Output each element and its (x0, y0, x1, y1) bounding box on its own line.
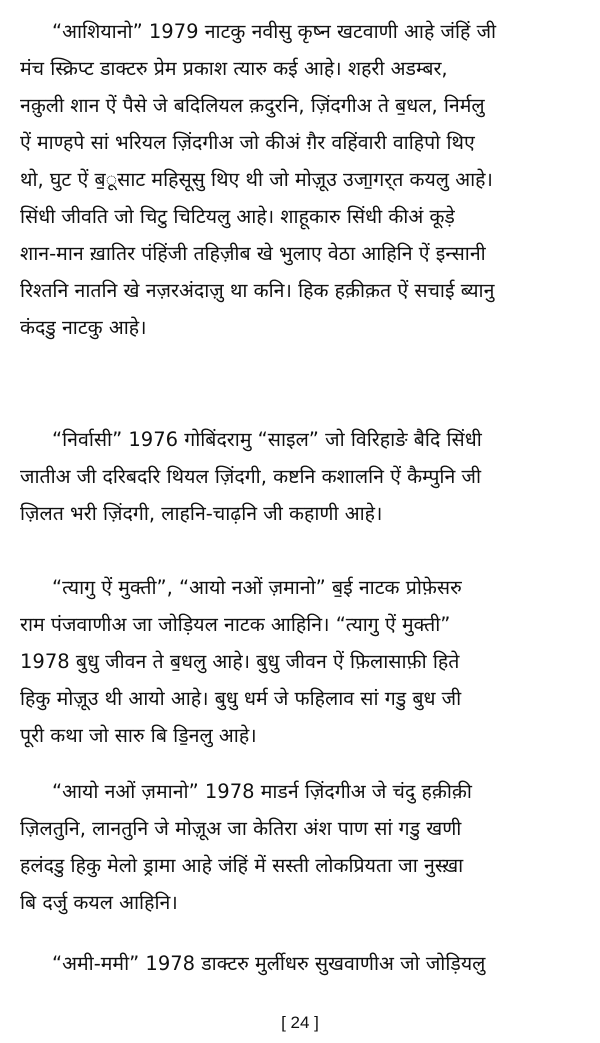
text-line: “अमी-ममी” 1978 डाक्टरु मुर्लीधरु सुखवाणीअ जो जोड़ियलु (52, 952, 486, 975)
text-line: “त्यागु ऐं मुक्ती”, “आयो नओं ज़मानो” ब॒ई नाटक प्रोफ़ेसरु (52, 576, 462, 599)
text-line: नक़ुली शान ऐं पैसे जे बदिलियल क़दुरनि, ज़िंदगीअ ते ब॒धल, निर्मलु (20, 94, 485, 117)
text-line: रिश्तनि नातनि खे नज़रअंदाज़ु था कनि। हिक हक़ीक़त ऐं सचाई ब्यानु (20, 279, 495, 302)
paragraph-ami-mami (20, 945, 590, 982)
text-line: ज़िलत भरी ज़िंदगी, लाहनि-चाढ़नि जी कहाणी आहे। (20, 502, 383, 525)
text-line: मंच स्क्रिप्ट डाक्टरु प्रेम प्रकाश त्यारु कई आहे। शहरी अडम्बर, (20, 57, 448, 80)
text-line: शान-मान ख़ातिर पंहिंजी तहिज़ीब खे भुलाए वेठा आहिनि ऐं इन्सानी (20, 242, 486, 265)
paragraph-nirvasi (20, 421, 590, 532)
text-line: ज़िलतुनि, लानतुनि जे मोज़ूअ जा केतिरा अंश पाण सां गडु खणी (20, 817, 462, 840)
paragraph-ashiyano (20, 13, 590, 346)
page-number: [ 24 ] (281, 1013, 319, 1032)
text-line: राम पंजवाणीअ जा जोड़ियल नाटक आहिनि। “त्यागु ऐं मुक्ती” (20, 613, 451, 636)
text-line: “आयो नओं ज़मानो” 1978 माडर्न ज़िंदगीअ जे चंदु हक़ीक़ी (52, 780, 472, 803)
text-line: ऐं माण्हपे सां भरियल ज़िंदगीअ जो कीअं ग़ैर वहिंवारी वाहिपो थिए (20, 131, 475, 154)
text-line: बि दर्जु कयल आहिनि। (20, 891, 178, 914)
text-line: “आशियानो” 1979 नाटकु नवीसु कृष्न खटवाणी आहे जंहिं जी (52, 20, 497, 43)
text-line: 1978 बुधु जीवन ते ब॒धलु आहे। बुधु जीवन ऐं फ़िलासाफ़ी हिते (20, 650, 460, 673)
paragraph-tyagu-ain-mukti (20, 569, 590, 754)
text-line: “निर्वासी” 1976 गोबिंदरामु “साइल” जो विरिहाङे बैदि सिंधी (52, 428, 482, 451)
text-line: कंदडु नाटकु आहे। (20, 316, 147, 339)
text-line: सिंधी जीवति जो चिटु चिटियलु आहे। शाहूकारु सिंधी कीअं कूड़े (20, 205, 455, 228)
paragraph-aayo-naon-zamano (20, 773, 590, 921)
text-line: थो, घुट ऐं ब॒ूसाट महिसूसु थिए थी जो मोज़ूउ उजा॒गर्‌त कयलु आहे। (20, 168, 493, 191)
text-line: हिकु मोज़ूउ थी आयो आहे। बुधु धर्म जे फहिलाव सां गडु बुध जी (20, 687, 462, 710)
text-line: पूरी कथा जो सारु बि डि॒नलु आहे। (20, 724, 257, 747)
text-line: जातीअ जी दरिबदरि थियल ज़िंदगी, कष्टनि कशालनि ऐं कैम्पुनि जी (20, 465, 481, 488)
text-line: हलंदडु हिकु मेलो ड्रामा आहे जंहिं में सस्ती लोकप्रियता जा नुस्ख़ा (20, 854, 464, 877)
